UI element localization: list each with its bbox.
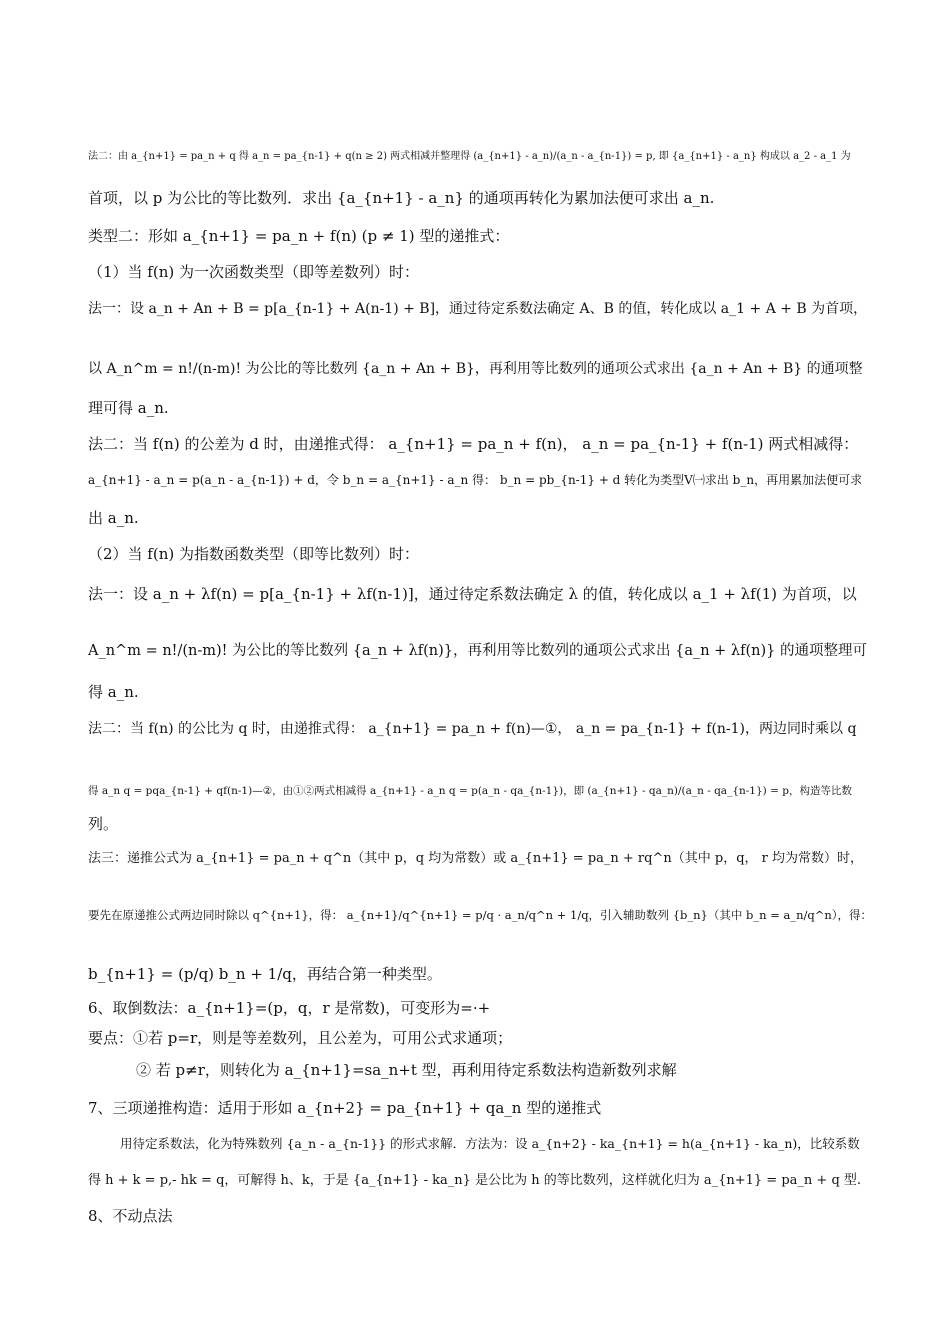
text-line: 法一：设 a_n + An + B = p[a_{n-1} + A(n-1) + B]，通过待定系数法确定 A、B 的值，转化成以 a_1 + A + B 为首项， <box>88 301 868 317</box>
text-line: 7、三项递推构造：适用于形如 a_{n+2} = pa_{n+1} + qa_n 型的递推式 <box>88 1099 602 1117</box>
text-line: 用待定系数法，化为特殊数列 {a_n - a_{n-1}} 的形式求解．方法为：设 a_{n+2} - ka_{n+1} = h(a_{n+1} - ka_n)，比较系数 <box>120 1136 860 1151</box>
text-line: b_{n+1} = (p/q) b_n + 1/q，再结合第一种类型。 <box>88 965 442 983</box>
text-line: 类型二：形如 a_{n+1} = pa_n + f(n) (p ≠ 1) 型的递推式： <box>88 227 510 245</box>
text-line: 首项，以 p 为公比的等比数列．求出 {a_{n+1} - a_n} 的通项再转化为累加法便可求出 a_n. <box>88 189 715 207</box>
text-line: 得 a_n q = pqa_{n-1} + qf(n-1)—②，由①②两式相减得 a_{n+1} - a_n q = p(a_n - qa_{n-1})，即 (a_{n+1} - qa_n)/(a_n - qa_{n-1}) = p，构造等比数 <box>88 785 852 797</box>
text-line: 8、不动点法 <box>88 1207 173 1225</box>
text-line: 要先在原递推公式两边同时除以 q^{n+1}，得： a_{n+1}/q^{n+1} = p/q · a_n/q^n + 1/q，引入辅助数列 {b_n}（其中 b_n = a_n/q^n），得： <box>88 908 873 922</box>
text-line: 出 a_n. <box>88 509 139 527</box>
text-line: 法一：设 a_n + λf(n) = p[a_{n-1} + λf(n-1)]，通过待定系数法确定 λ 的值，转化成以 a_1 + λf(1) 为首项，以 <box>88 585 857 603</box>
text-line: 法三：递推公式为 a_{n+1} = pa_n + q^n（其中 p，q 均为常数）或 a_{n+1} = pa_n + rq^n（其中 p，q， r 均为常数）时， <box>88 851 863 866</box>
text-line: 法二：当 f(n) 的公比为 q 时，由递推式得： a_{n+1} = pa_n + f(n)—①， a_n = pa_{n-1} + f(n-1)，两边同时乘以 q <box>88 721 857 737</box>
text-line: 法二：当 f(n) 的公差为 d 时，由递推式得： a_{n+1} = pa_n + f(n)， a_n = pa_{n-1} + f(n-1) 两式相减得： <box>88 435 859 453</box>
text-line: （2）当 f(n) 为指数函数类型（即等比数列）时： <box>88 545 419 563</box>
text-line: （1）当 f(n) 为一次函数类型（即等差数列）时： <box>88 263 419 281</box>
text-line: 以 A_n^m = n!/(n-m)! 为公比的等比数列 {a_n + An + B}，再利用等比数列的通项公式求出 {a_n + An + B} 的通项整 <box>88 361 863 377</box>
text-line: 得 a_n. <box>88 683 139 701</box>
text-line: A_n^m = n!/(n-m)! 为公比的等比数列 {a_n + λf(n)}，再利用等比数列的通项公式求出 {a_n + λf(n)} 的通项整理可 <box>88 643 867 659</box>
text-line: 要点：①若 p=r，则是等差数列，且公差为，可用公式求通项； <box>88 1029 513 1047</box>
text-line: 法二：由 a_{n+1} = pa_n + q 得 a_n = pa_{n-1} + q(n ≥ 2) 两式相减并整理得 (a_{n+1} - a_n)/(a_n - a_{n-1}) = p, 即 {a_{n+1} - a_n} 构成以 a_2 - a_1 为 <box>88 151 851 162</box>
text-line: a_{n+1} - a_n = p(a_n - a_{n-1}) + d，令 b_n = a_{n+1} - a_n 得： b_n = pb_{n-1} + d 转化为类型Ⅴ㈠求出 b_n，再用累加法便可求 <box>88 473 863 487</box>
text-line: 理可得 a_n. <box>88 399 169 417</box>
text-line: ② 若 p≠r，则转化为 a_{n+1}=sa_n+t 型，再利用待定系数法构造新数列求解 <box>136 1061 677 1079</box>
text-line: 列。 <box>88 815 119 833</box>
text-line: 得 h + k = p,- hk = q，可解得 h、k，于是 {a_{n+1} - ka_n} 是公比为 h 的等比数列，这样就化归为 a_{n+1} = pa_n + q 型. <box>88 1173 862 1188</box>
text-line: 6、取倒数法：a_{n+1}=(p，q，r 是常数)，可变形为=·+ <box>88 999 491 1017</box>
